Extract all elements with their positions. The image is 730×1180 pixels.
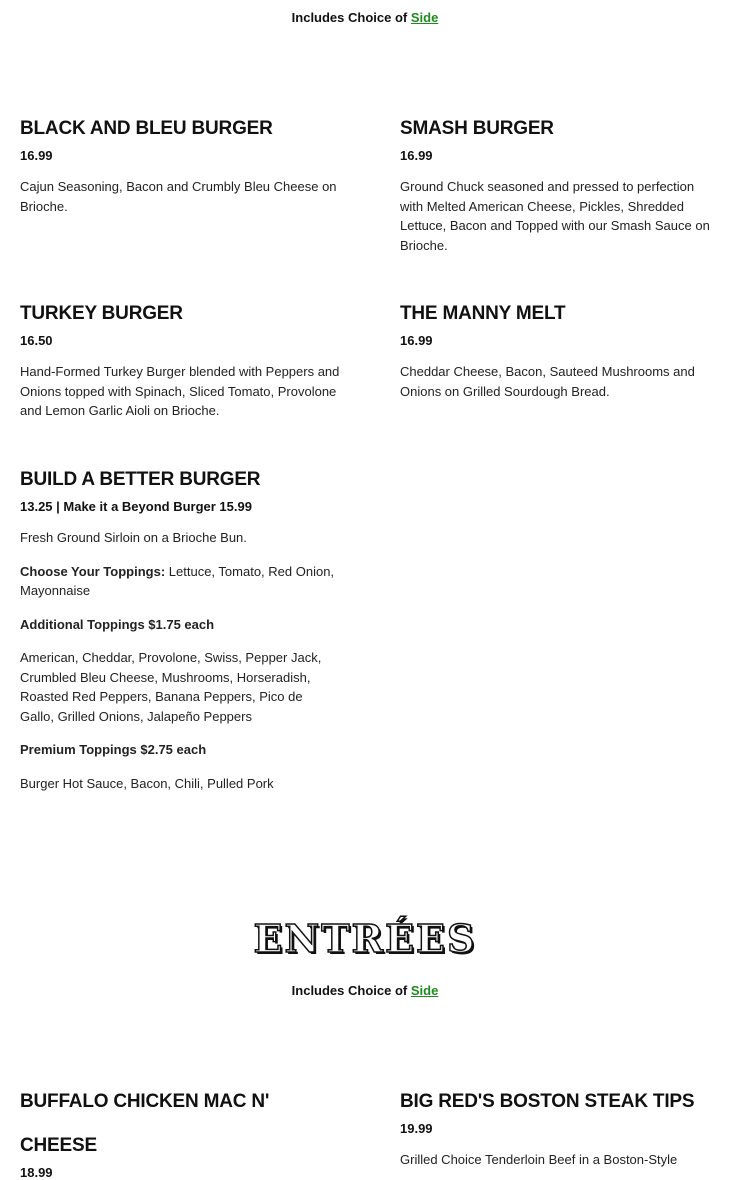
- toppings-paragraph: [20, 562, 340, 601]
- additional-toppings-list: American, Cheddar, Provolone, Swiss, Pepper Jack, Crumbled Bleu Cheese, Mushrooms, Horseradish, Roasted Red Peppers, Banana Peppers, Pico de Gallo, Grilled Onions, Jalapeño Peppers: [20, 650, 322, 724]
- additional-toppings-label: Additional Toppings $1.75 each: [20, 616, 215, 632]
- item-description: Cajun Seasoning, Bacon and Crumbly Bleu Cheese on Brioche.: [20, 179, 337, 214]
- item-price: 19.99: [400, 1121, 433, 1136]
- premium-toppings-label: Premium Toppings $2.75 each: [20, 742, 207, 757]
- item-price: 16.99: [20, 148, 53, 163]
- item-description: Grilled Choice Tenderloin Beef in a Boston-Style: [400, 1152, 678, 1167]
- side-link[interactable]: Side: [410, 10, 439, 25]
- item-title: SMASH BURGER: [400, 118, 554, 139]
- item-price: 13.25 | Make it a Beyond Burger 15.99: [20, 499, 252, 514]
- menu-item-build-burger: [20, 469, 340, 793]
- item-title: BLACK AND BLEU BURGER: [20, 118, 273, 139]
- item-description: Fresh Ground Sirloin on a Brioche Bun.: [20, 530, 247, 545]
- includes-side-note: Includes Choice of Side: [291, 983, 439, 998]
- item-price: 16.50: [20, 333, 53, 348]
- menu-item-manny-melt: [400, 303, 710, 401]
- includes-side-note: Includes Choice of Side: [291, 10, 439, 25]
- item-description: Ground Chuck seasoned and pressed to perfection with Melted American Cheese, Pickles, Shredded Lettuce, Bacon and Topped with our Smash Sauce on Brioche.: [400, 179, 710, 253]
- menu-item-black-bleu: [20, 118, 340, 216]
- menu-item-steak-tips: [400, 1091, 710, 1170]
- item-price: 18.99: [20, 1165, 53, 1180]
- section-title-entrees: ENTRÉES: [253, 916, 477, 961]
- side-link[interactable]: Side: [410, 983, 439, 998]
- toppings-list: Lettuce, Tomato, Red Onion, Mayonnaise: [20, 563, 335, 598]
- premium-toppings-list: Burger Hot Sauce, Bacon, Chili, Pulled Pork: [20, 775, 274, 791]
- item-description: Hand-Formed Turkey Burger blended with Peppers and Onions topped with Spinach, Sliced Tomato, Provolone and Lemon Garlic Aioli on Brioche.: [20, 364, 340, 418]
- item-title: BUILD A BETTER BURGER: [20, 469, 261, 490]
- item-title: THE MANNY MELT: [400, 303, 566, 324]
- menu-item-smash-burger: [400, 118, 710, 255]
- menu-item-turkey-burger: [20, 303, 340, 421]
- item-title: TURKEY BURGER: [20, 303, 183, 324]
- toppings-label: Choose Your Toppings:: [20, 563, 166, 579]
- item-title: BIG RED'S BOSTON STEAK TIPS: [400, 1091, 695, 1112]
- item-price: 16.99: [400, 148, 433, 163]
- item-description: Cheddar Cheese, Bacon, Sauteed Mushrooms and Onions on Grilled Sourdough Bread.: [400, 364, 695, 399]
- item-title-line1: BUFFALO CHICKEN MAC N': [20, 1091, 270, 1112]
- item-price: 16.99: [400, 333, 433, 348]
- item-title-line2: CHEESE: [20, 1135, 97, 1156]
